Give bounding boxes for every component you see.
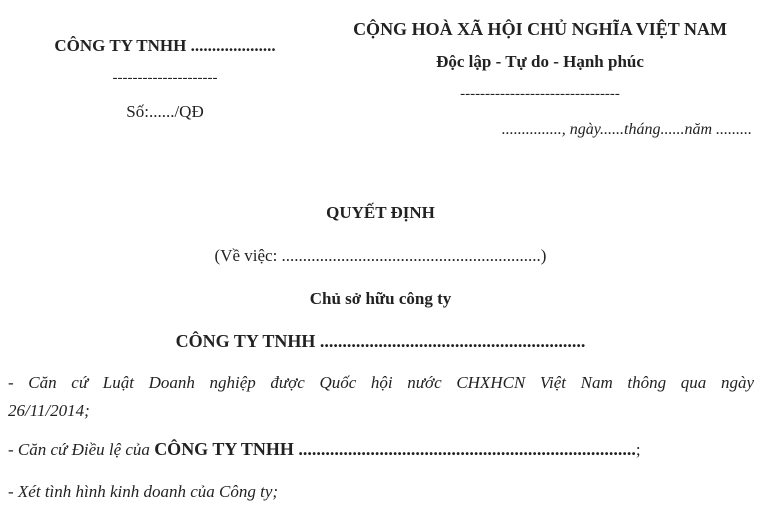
divider-left: --------------------- xyxy=(112,70,218,86)
basis-charter-company: CÔNG TY TNHH ........................................................................... xyxy=(154,439,636,459)
decision-title: QUYẾT ĐỊNH xyxy=(326,203,435,222)
date-line: ..............., ngày......tháng......năm ......... xyxy=(501,121,752,138)
basis-charter-prefix: - Căn cứ Điều lệ của xyxy=(8,440,155,459)
document-number: Số:....../QĐ xyxy=(126,102,204,121)
company-name-center: CÔNG TY TNHH ........................................................... xyxy=(175,331,586,351)
company-name-left: CÔNG TY TNHH .................... xyxy=(54,36,276,55)
basis-enterprise-law: - Căn cứ Luật Doanh nghiệp được Quốc hội nước CHXHCN Việt Nam thông qua ngày xyxy=(8,373,754,392)
national-title: CỘNG HOÀ XÃ HỘI CHỦ NGHĨA VIỆT NAM xyxy=(353,19,727,39)
issuer-title: Chủ sở hữu công ty xyxy=(309,289,452,308)
basis-business-situation: - Xét tình hình kinh doanh của Công ty; xyxy=(8,482,279,501)
national-motto: Độc lập - Tự do - Hạnh phúc xyxy=(436,52,644,71)
basis-enterprise-law-date: 26/11/2014; xyxy=(8,401,90,420)
basis-charter-suffix: ; xyxy=(635,440,641,459)
divider-right: -------------------------------- xyxy=(460,86,620,102)
cropped-link-fragment xyxy=(95,0,455,1)
decision-subject: (Về việc: .............................................................) xyxy=(214,246,547,265)
basis-charter xyxy=(8,439,641,460)
